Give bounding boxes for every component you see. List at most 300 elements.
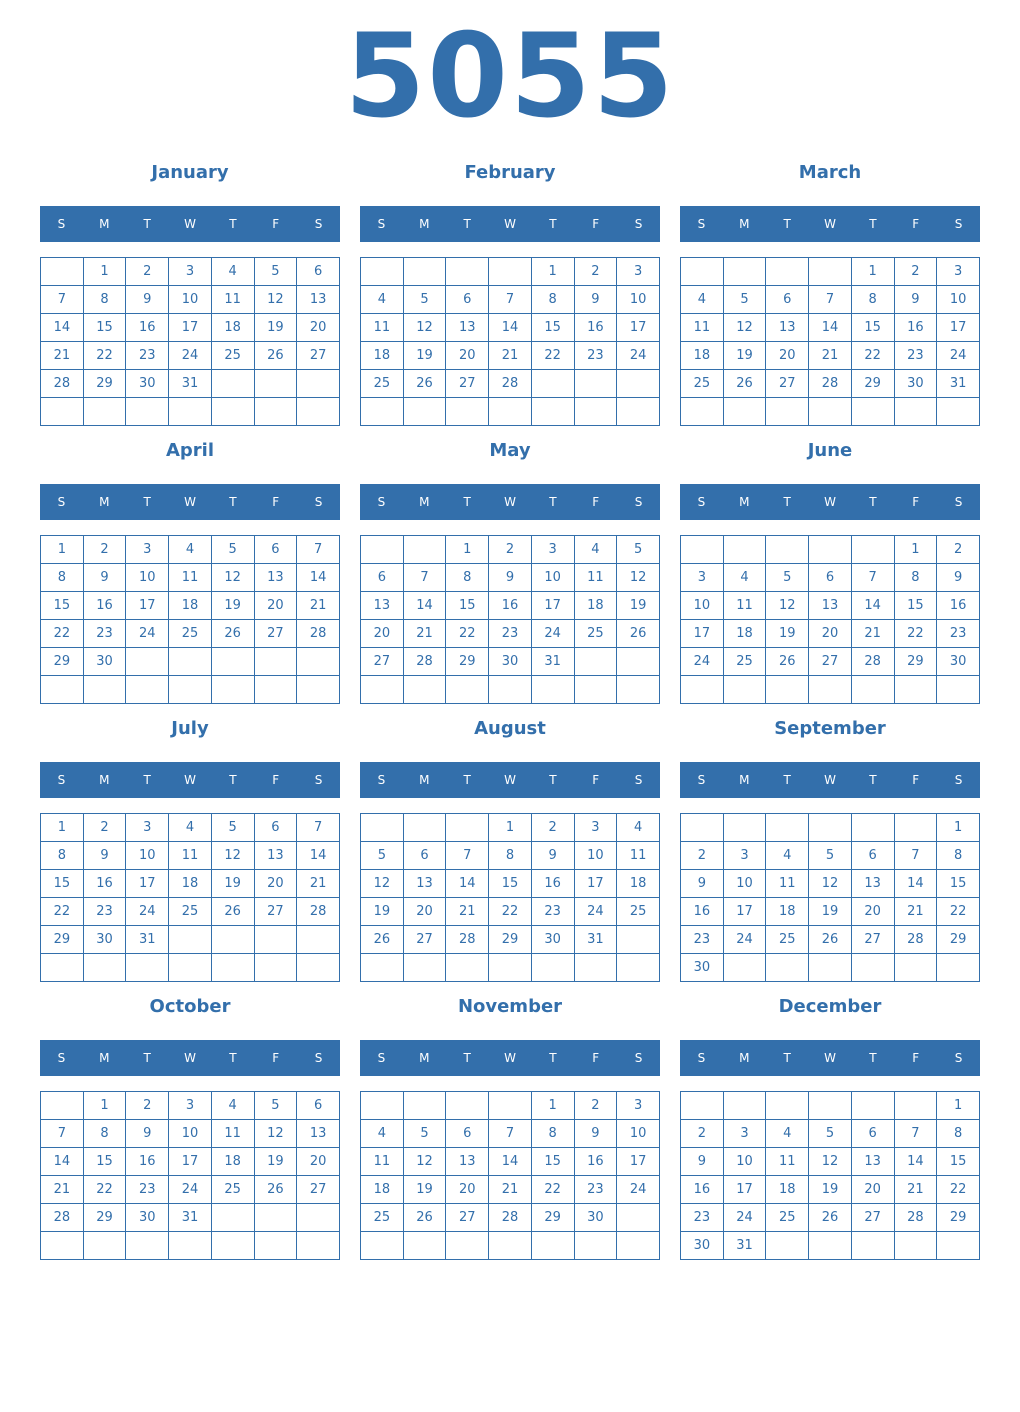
day-cell: 2 xyxy=(531,814,574,842)
day-cell: 5 xyxy=(211,814,254,842)
weekday-label: S xyxy=(57,1051,66,1065)
day-cell: 29 xyxy=(41,926,84,954)
day-cell: 27 xyxy=(254,898,297,926)
day-cell: 6 xyxy=(297,1092,340,1120)
day-cell xyxy=(723,676,766,704)
day-cell: 8 xyxy=(937,1120,980,1148)
weekday-label: W xyxy=(184,773,196,787)
day-cell: 11 xyxy=(361,1148,404,1176)
day-cell: 12 xyxy=(617,564,660,592)
day-cell: 3 xyxy=(937,258,980,286)
week-row xyxy=(361,258,660,286)
weekday-label: W xyxy=(504,217,516,231)
week-row xyxy=(681,1232,980,1260)
day-cell: 19 xyxy=(361,898,404,926)
day-cell xyxy=(361,258,404,286)
day-cell: 19 xyxy=(254,1148,297,1176)
day-cell: 26 xyxy=(403,1204,446,1232)
day-cell: 17 xyxy=(723,1176,766,1204)
day-cell: 28 xyxy=(851,648,894,676)
day-cell: 1 xyxy=(937,1092,980,1120)
day-cell: 27 xyxy=(254,620,297,648)
weekday-header xyxy=(40,206,340,242)
week-row xyxy=(41,898,340,926)
day-cell: 14 xyxy=(894,1148,937,1176)
day-cell: 14 xyxy=(297,842,340,870)
week-row xyxy=(361,1092,660,1120)
day-cell: 12 xyxy=(211,842,254,870)
day-cell: 3 xyxy=(126,814,169,842)
day-cell xyxy=(403,398,446,426)
day-cell: 5 xyxy=(211,536,254,564)
day-cell xyxy=(489,676,532,704)
day-cell: 6 xyxy=(851,1120,894,1148)
day-cell xyxy=(894,814,937,842)
day-cell: 29 xyxy=(446,648,489,676)
day-cell xyxy=(723,954,766,982)
day-cell: 13 xyxy=(446,314,489,342)
day-cell: 7 xyxy=(489,286,532,314)
day-cell xyxy=(41,954,84,982)
week-row xyxy=(361,286,660,314)
day-cell: 30 xyxy=(126,1204,169,1232)
day-cell: 28 xyxy=(297,620,340,648)
day-cell: 16 xyxy=(83,592,126,620)
day-cell xyxy=(361,536,404,564)
day-cell: 16 xyxy=(681,1176,724,1204)
day-cell: 30 xyxy=(894,370,937,398)
day-cell xyxy=(894,1092,937,1120)
day-cell xyxy=(851,536,894,564)
day-cell: 18 xyxy=(766,898,809,926)
day-cell xyxy=(83,398,126,426)
day-cell: 30 xyxy=(681,1232,724,1260)
day-cell xyxy=(126,676,169,704)
week-row xyxy=(41,398,340,426)
day-cell: 13 xyxy=(403,870,446,898)
day-cell: 5 xyxy=(809,1120,852,1148)
day-cell: 31 xyxy=(531,648,574,676)
day-cell xyxy=(681,1092,724,1120)
weekday-label: T xyxy=(869,495,877,509)
day-cell xyxy=(126,1232,169,1260)
week-row xyxy=(681,564,980,592)
day-cell: 14 xyxy=(809,314,852,342)
week-row xyxy=(681,648,980,676)
day-cell: 26 xyxy=(809,926,852,954)
day-cell xyxy=(169,926,212,954)
day-cell: 16 xyxy=(126,1148,169,1176)
day-cell xyxy=(83,676,126,704)
day-cell: 20 xyxy=(254,870,297,898)
day-cell: 4 xyxy=(574,536,617,564)
day-cell: 2 xyxy=(489,536,532,564)
day-cell: 28 xyxy=(894,926,937,954)
day-cell xyxy=(766,1232,809,1260)
day-cell: 31 xyxy=(937,370,980,398)
day-cell: 27 xyxy=(297,342,340,370)
day-cell: 16 xyxy=(574,1148,617,1176)
day-cell: 25 xyxy=(361,370,404,398)
week-row xyxy=(41,370,340,398)
day-cell: 8 xyxy=(83,1120,126,1148)
day-cell: 2 xyxy=(83,814,126,842)
day-cell xyxy=(681,398,724,426)
day-cell: 7 xyxy=(41,286,84,314)
weekday-label: T xyxy=(783,217,791,231)
day-cell: 29 xyxy=(489,926,532,954)
day-cell xyxy=(851,398,894,426)
day-cell xyxy=(809,1092,852,1120)
month-name: March xyxy=(798,162,862,183)
day-cell xyxy=(211,370,254,398)
day-cell: 24 xyxy=(723,926,766,954)
day-cell: 12 xyxy=(723,314,766,342)
day-cell xyxy=(297,676,340,704)
day-cell: 24 xyxy=(126,898,169,926)
day-cell xyxy=(851,676,894,704)
day-cell xyxy=(937,954,980,982)
day-cell: 10 xyxy=(126,564,169,592)
week-row xyxy=(361,536,660,564)
weekday-label: W xyxy=(824,495,836,509)
day-cell: 6 xyxy=(254,814,297,842)
day-cell: 9 xyxy=(681,870,724,898)
day-cell: 7 xyxy=(297,814,340,842)
week-row xyxy=(681,592,980,620)
day-cell: 10 xyxy=(169,1120,212,1148)
day-cell: 30 xyxy=(83,926,126,954)
day-cell xyxy=(851,1092,894,1120)
week-row xyxy=(681,676,980,704)
week-row xyxy=(41,342,340,370)
weekday-label: T xyxy=(549,217,557,231)
week-row xyxy=(41,1176,340,1204)
day-cell xyxy=(446,398,489,426)
weekday-header xyxy=(680,762,980,798)
day-cell: 6 xyxy=(446,1120,489,1148)
day-cell: 13 xyxy=(851,1148,894,1176)
day-cell xyxy=(617,370,660,398)
day-cell: 27 xyxy=(446,370,489,398)
day-cell: 15 xyxy=(937,870,980,898)
weekday-label: S xyxy=(314,495,323,509)
day-cell: 22 xyxy=(83,342,126,370)
day-cell xyxy=(254,1232,297,1260)
day-cell: 16 xyxy=(894,314,937,342)
weekday-label: M xyxy=(419,495,430,509)
weekday-label: S xyxy=(954,773,963,787)
day-cell: 15 xyxy=(83,314,126,342)
day-cell: 8 xyxy=(41,842,84,870)
weekday-label: S xyxy=(57,773,66,787)
week-row xyxy=(361,926,660,954)
weekday-label: W xyxy=(824,217,836,231)
day-cell: 24 xyxy=(617,342,660,370)
day-cell: 8 xyxy=(41,564,84,592)
day-cell: 12 xyxy=(211,564,254,592)
day-cell: 4 xyxy=(766,842,809,870)
day-cell: 2 xyxy=(681,1120,724,1148)
day-cell: 27 xyxy=(446,1204,489,1232)
day-cell: 20 xyxy=(297,1148,340,1176)
day-cell xyxy=(297,1232,340,1260)
day-cell: 2 xyxy=(894,258,937,286)
week-row xyxy=(361,1232,660,1260)
week-row xyxy=(41,620,340,648)
month-name: December xyxy=(778,996,882,1017)
day-cell: 6 xyxy=(403,842,446,870)
day-cell: 7 xyxy=(446,842,489,870)
day-cell xyxy=(41,1232,84,1260)
day-cell: 15 xyxy=(894,592,937,620)
day-cell: 24 xyxy=(937,342,980,370)
day-cell xyxy=(169,648,212,676)
day-cell: 11 xyxy=(723,592,766,620)
day-cell xyxy=(126,648,169,676)
day-cell: 9 xyxy=(126,1120,169,1148)
weekday-label: M xyxy=(419,217,430,231)
weekday-label: S xyxy=(697,495,706,509)
month-name: August xyxy=(474,718,546,739)
day-cell: 20 xyxy=(446,1176,489,1204)
day-cell xyxy=(169,676,212,704)
week-row xyxy=(681,1176,980,1204)
week-row xyxy=(681,370,980,398)
day-cell: 11 xyxy=(574,564,617,592)
day-cell: 7 xyxy=(403,564,446,592)
week-row xyxy=(361,1176,660,1204)
day-cell: 26 xyxy=(361,926,404,954)
day-cell: 7 xyxy=(894,1120,937,1148)
day-cell: 13 xyxy=(766,314,809,342)
day-cell: 10 xyxy=(169,286,212,314)
week-row xyxy=(681,286,980,314)
day-cell: 9 xyxy=(126,286,169,314)
day-cell xyxy=(809,814,852,842)
weekday-header xyxy=(680,1040,980,1076)
day-cell: 26 xyxy=(766,648,809,676)
weekday-label: F xyxy=(272,217,280,231)
day-cell: 18 xyxy=(211,1148,254,1176)
month-name: November xyxy=(457,996,563,1017)
day-cell: 9 xyxy=(531,842,574,870)
day-cell xyxy=(937,1232,980,1260)
day-cell: 10 xyxy=(531,564,574,592)
weekday-label: S xyxy=(634,773,643,787)
day-cell: 31 xyxy=(574,926,617,954)
day-cell xyxy=(446,954,489,982)
day-cell: 2 xyxy=(937,536,980,564)
day-cell: 8 xyxy=(894,564,937,592)
week-row xyxy=(361,1120,660,1148)
day-cell: 15 xyxy=(531,1148,574,1176)
day-cell: 2 xyxy=(574,1092,617,1120)
day-cell: 30 xyxy=(574,1204,617,1232)
day-cell: 24 xyxy=(681,648,724,676)
day-cell xyxy=(211,1204,254,1232)
week-row xyxy=(361,1204,660,1232)
week-row xyxy=(361,370,660,398)
weekday-label: S xyxy=(634,495,643,509)
day-cell: 12 xyxy=(361,870,404,898)
day-grid xyxy=(360,257,660,426)
day-cell: 21 xyxy=(41,342,84,370)
day-cell: 12 xyxy=(809,1148,852,1176)
day-cell xyxy=(531,676,574,704)
day-cell xyxy=(574,648,617,676)
day-cell: 17 xyxy=(574,870,617,898)
day-cell: 2 xyxy=(126,258,169,286)
day-cell: 20 xyxy=(403,898,446,926)
day-cell xyxy=(489,954,532,982)
week-row xyxy=(681,1120,980,1148)
weekday-label: S xyxy=(954,217,963,231)
day-cell: 26 xyxy=(403,370,446,398)
day-cell: 8 xyxy=(83,286,126,314)
weekday-label: F xyxy=(272,1051,280,1065)
day-cell xyxy=(297,648,340,676)
day-cell: 24 xyxy=(126,620,169,648)
day-cell: 25 xyxy=(211,1176,254,1204)
day-cell xyxy=(766,814,809,842)
day-cell xyxy=(254,370,297,398)
day-cell: 12 xyxy=(254,1120,297,1148)
day-cell: 15 xyxy=(41,592,84,620)
day-cell xyxy=(361,398,404,426)
day-cell xyxy=(211,398,254,426)
day-cell: 16 xyxy=(531,870,574,898)
day-cell xyxy=(531,370,574,398)
weekday-label: W xyxy=(504,1051,516,1065)
day-cell xyxy=(574,398,617,426)
day-cell xyxy=(297,398,340,426)
day-cell xyxy=(169,1232,212,1260)
day-cell xyxy=(681,536,724,564)
day-cell: 1 xyxy=(937,814,980,842)
day-cell xyxy=(574,1232,617,1260)
day-cell xyxy=(809,954,852,982)
week-row xyxy=(361,342,660,370)
day-cell xyxy=(574,954,617,982)
day-cell: 15 xyxy=(531,314,574,342)
weekday-label: S xyxy=(634,217,643,231)
day-cell xyxy=(809,676,852,704)
day-cell: 5 xyxy=(723,286,766,314)
day-cell: 29 xyxy=(83,370,126,398)
day-cell: 17 xyxy=(169,314,212,342)
week-row xyxy=(681,814,980,842)
day-cell: 22 xyxy=(531,342,574,370)
day-cell: 1 xyxy=(41,536,84,564)
day-cell: 17 xyxy=(126,592,169,620)
day-cell: 19 xyxy=(403,1176,446,1204)
weekday-label: W xyxy=(184,495,196,509)
day-cell xyxy=(574,676,617,704)
day-cell: 6 xyxy=(766,286,809,314)
day-grid xyxy=(360,813,660,982)
day-cell: 24 xyxy=(531,620,574,648)
day-cell: 11 xyxy=(766,1148,809,1176)
day-cell: 20 xyxy=(851,1176,894,1204)
day-cell xyxy=(489,1092,532,1120)
day-cell: 30 xyxy=(83,648,126,676)
day-cell xyxy=(361,1092,404,1120)
day-cell: 4 xyxy=(361,286,404,314)
day-cell xyxy=(574,370,617,398)
day-cell: 22 xyxy=(41,620,84,648)
day-cell: 21 xyxy=(41,1176,84,1204)
day-cell xyxy=(446,1092,489,1120)
day-cell xyxy=(254,926,297,954)
day-cell: 1 xyxy=(489,814,532,842)
day-cell xyxy=(297,1204,340,1232)
day-cell: 29 xyxy=(937,926,980,954)
weekday-header xyxy=(360,1040,660,1076)
day-cell: 25 xyxy=(681,370,724,398)
day-cell xyxy=(254,676,297,704)
day-cell: 27 xyxy=(403,926,446,954)
week-row xyxy=(681,1204,980,1232)
day-cell: 16 xyxy=(83,870,126,898)
day-cell xyxy=(766,536,809,564)
day-cell: 7 xyxy=(41,1120,84,1148)
day-cell: 27 xyxy=(851,1204,894,1232)
day-cell: 17 xyxy=(617,1148,660,1176)
week-row xyxy=(41,648,340,676)
day-cell: 18 xyxy=(361,1176,404,1204)
day-cell xyxy=(531,1232,574,1260)
day-cell: 3 xyxy=(169,1092,212,1120)
day-cell: 11 xyxy=(681,314,724,342)
day-cell: 23 xyxy=(681,1204,724,1232)
day-cell: 28 xyxy=(809,370,852,398)
weekday-label: T xyxy=(783,773,791,787)
day-cell: 9 xyxy=(574,286,617,314)
day-cell: 22 xyxy=(83,1176,126,1204)
weekday-label: F xyxy=(592,773,600,787)
month-name: February xyxy=(464,162,556,183)
day-grid xyxy=(40,257,340,426)
day-cell: 24 xyxy=(723,1204,766,1232)
day-cell: 9 xyxy=(681,1148,724,1176)
day-cell: 10 xyxy=(937,286,980,314)
day-cell: 5 xyxy=(403,1120,446,1148)
week-row xyxy=(41,564,340,592)
day-cell: 11 xyxy=(211,286,254,314)
day-cell: 9 xyxy=(489,564,532,592)
day-cell: 15 xyxy=(489,870,532,898)
weekday-label: W xyxy=(824,1051,836,1065)
weekday-label: F xyxy=(272,773,280,787)
day-grid xyxy=(680,535,980,704)
day-cell: 5 xyxy=(361,842,404,870)
weekday-header xyxy=(680,484,980,520)
weekday-label: T xyxy=(869,217,877,231)
weekday-header xyxy=(40,762,340,798)
day-cell: 4 xyxy=(723,564,766,592)
weekday-label: T xyxy=(549,773,557,787)
day-cell: 9 xyxy=(937,564,980,592)
day-cell: 1 xyxy=(83,1092,126,1120)
day-cell xyxy=(169,954,212,982)
weekday-label: T xyxy=(869,1051,877,1065)
day-cell xyxy=(809,536,852,564)
day-cell: 21 xyxy=(446,898,489,926)
day-cell: 28 xyxy=(41,370,84,398)
day-cell: 14 xyxy=(41,1148,84,1176)
weekday-label: M xyxy=(739,495,750,509)
